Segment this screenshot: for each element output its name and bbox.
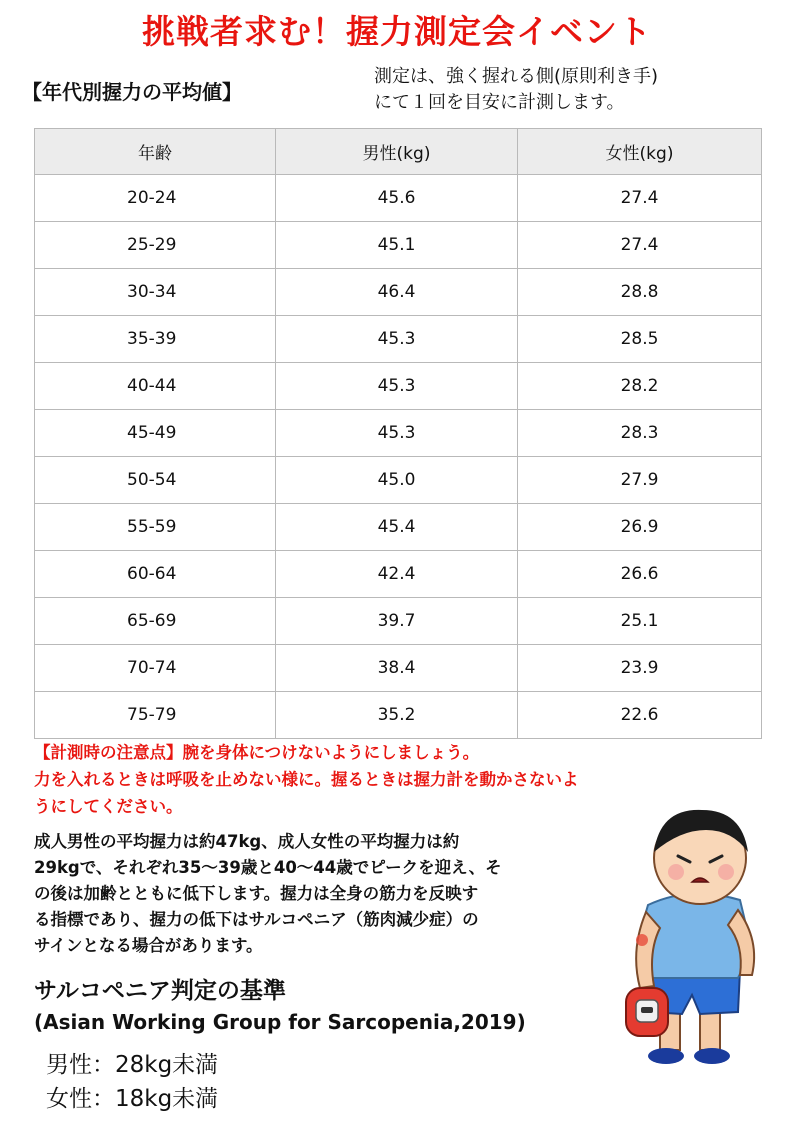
cell-age: 25-29 <box>35 222 276 269</box>
cell-male: 45.3 <box>276 410 518 457</box>
cell-female: 27.4 <box>518 222 762 269</box>
caution-line: 【計測時の注意点】腕を身体につけないようにしましょう。 <box>34 743 480 762</box>
measurement-note <box>374 64 784 116</box>
table-row <box>35 410 762 457</box>
criteria-source: (Asian Working Group for Sarcopenia,2019) <box>34 1010 526 1034</box>
cell-age: 40-44 <box>35 363 276 410</box>
measurement-note-line: 測定は、強く握れる側(原則利き手) <box>374 66 659 87</box>
cell-male: 45.4 <box>276 504 518 551</box>
table-header-row <box>35 129 762 175</box>
column-header-female: 女性(kg) <box>518 129 762 175</box>
page-title: 挑戦者求む！握力測定会イベント <box>142 12 652 51</box>
cell-male: 45.3 <box>276 363 518 410</box>
table-row <box>35 645 762 692</box>
cell-male: 45.6 <box>276 175 518 222</box>
cell-female: 28.2 <box>518 363 762 410</box>
description-line: る指標であり、握力の低下はサルコペニア（筋肉減少症）の <box>34 910 479 929</box>
table-row <box>35 692 762 739</box>
table-body <box>35 175 762 739</box>
cell-age: 65-69 <box>35 598 276 645</box>
cell-age: 70-74 <box>35 645 276 692</box>
cell-female: 28.3 <box>518 410 762 457</box>
cell-male: 42.4 <box>276 551 518 598</box>
column-header-male: 男性(kg) <box>276 129 518 175</box>
column-header-age: 年齢 <box>35 129 276 175</box>
cell-age: 55-59 <box>35 504 276 551</box>
description-line: 29kgで、それぞれ35～39歳と40～44歳でピークを迎え、そ <box>34 858 502 877</box>
cell-female: 28.5 <box>518 316 762 363</box>
cell-male: 45.0 <box>276 457 518 504</box>
table-row <box>35 457 762 504</box>
cell-male: 46.4 <box>276 269 518 316</box>
criteria-male: 男性：28kg未満 <box>46 1052 219 1078</box>
table-row <box>35 363 762 410</box>
cell-female: 25.1 <box>518 598 762 645</box>
description-line: サインとなる場合があります。 <box>34 936 263 955</box>
description-paragraph <box>34 829 624 959</box>
cell-male: 35.2 <box>276 692 518 739</box>
cell-female: 26.6 <box>518 551 762 598</box>
measurement-note-line: にて１回を目安に計測します。 <box>374 92 625 113</box>
table-row <box>35 504 762 551</box>
cell-male: 39.7 <box>276 598 518 645</box>
cell-male: 45.3 <box>276 316 518 363</box>
boy-using-grip-dynamometer-icon <box>620 800 790 1070</box>
cell-age: 75-79 <box>35 692 276 739</box>
table-row <box>35 175 762 222</box>
cell-female: 27.9 <box>518 457 762 504</box>
caution-line: 力を入れるときは呼吸を止めない様に。握るときは握力計を動かさないよ <box>34 770 579 789</box>
cell-female: 22.6 <box>518 692 762 739</box>
cell-age: 45-49 <box>35 410 276 457</box>
table-row <box>35 222 762 269</box>
cell-female: 26.9 <box>518 504 762 551</box>
cell-age: 20-24 <box>35 175 276 222</box>
table-row <box>35 316 762 363</box>
cell-male: 38.4 <box>276 645 518 692</box>
cell-age: 35-39 <box>35 316 276 363</box>
table-row <box>35 598 762 645</box>
description-line: の後は加齢とともに低下します。握力は全身の筋力を反映す <box>34 884 479 903</box>
table-heading: 【年代別握力の平均値】 <box>22 80 242 104</box>
caution-line: うにしてください。 <box>34 797 183 816</box>
criteria-female: 女性：18kg未満 <box>46 1086 219 1112</box>
cell-female: 23.9 <box>518 645 762 692</box>
table-row <box>35 551 762 598</box>
cell-age: 30-34 <box>35 269 276 316</box>
cell-female: 27.4 <box>518 175 762 222</box>
description-line: 成人男性の平均握力は約47kg、成人女性の平均握力は約 <box>34 832 460 851</box>
criteria-title: サルコペニア判定の基準 <box>34 978 286 1004</box>
table-row <box>35 269 762 316</box>
cell-age: 50-54 <box>35 457 276 504</box>
cell-age: 60-64 <box>35 551 276 598</box>
grip-strength-table <box>34 128 762 739</box>
cell-female: 28.8 <box>518 269 762 316</box>
cell-male: 45.1 <box>276 222 518 269</box>
